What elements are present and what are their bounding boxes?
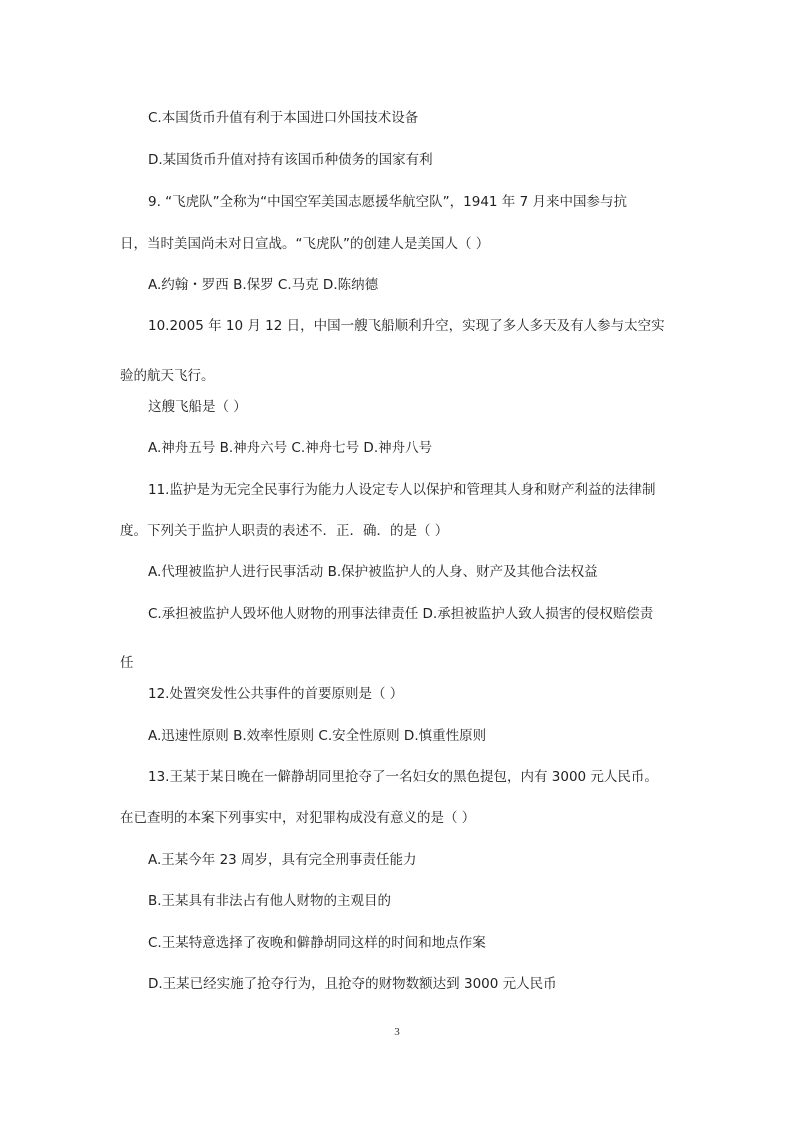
q8-option-d: D.某国货币升值对持有该国币种债务的国家有利 bbox=[148, 152, 433, 168]
q10-options: A.神舟五号 B.神舟六号 C.神舟七号 D.神舟八号 bbox=[148, 440, 433, 456]
q9-stem-line-2: 日，当时美国尚未对日宣战。“飞虎队”的创建人是美国人（ ） bbox=[120, 236, 490, 252]
q13-option-a: A.王某今年 23 周岁，具有完全刑事责任能力 bbox=[148, 852, 417, 868]
q11-stem-line-2: 度。下列关于监护人职责的表述不．正．确．的是（ ） bbox=[120, 523, 449, 539]
page-number: 3 bbox=[394, 1026, 400, 1038]
q13-option-d: D.王某已经实施了抢夺行为，且抢夺的财物数额达到 3000 元人民币 bbox=[148, 976, 557, 992]
q12-options: A.迅速性原则 B.效率性原则 C.安全性原则 D.慎重性原则 bbox=[148, 728, 487, 744]
q10-stem-line-3: 这艘飞船是（ ） bbox=[148, 399, 247, 415]
q11-stem-line-1: 11.监护是为无完全民事行为能力人设定专人以保护和管理其人身和财产利益的法律制 bbox=[148, 482, 656, 498]
q11-options-ab: A.代理被监护人进行民事活动 B.保护被监护人的人身、财产及其他合法权益 bbox=[148, 564, 598, 580]
q9-stem-line-1: 9. “飞虎队”全称为“中国空军美国志愿援华航空队”，1941 年 7 月来中国参与抗 bbox=[148, 194, 627, 210]
q10-stem-line-1: 10.2005 年 10 月 12 日，中国一艘飞船顺利升空，实现了多人多天及有人参与太空实 bbox=[148, 318, 665, 334]
q8-option-c: C.本国货币升值有利于本国进口外国技术设备 bbox=[148, 110, 419, 126]
q9-options: A.约翰・罗西 B.保罗 C.马克 D.陈纳德 bbox=[148, 277, 379, 293]
q10-stem-line-2: 验的航天飞行。 bbox=[120, 368, 215, 384]
q12-stem: 12.处置突发性公共事件的首要原则是（ ） bbox=[148, 686, 404, 702]
q13-stem-line-1: 13.王某于某日晚在一僻静胡同里抢夺了一名妇女的黑色提包，内有 3000 元人民币。 bbox=[148, 769, 658, 785]
q13-option-c: C.王某特意选择了夜晚和僻静胡同这样的时间和地点作案 bbox=[148, 935, 486, 951]
q13-option-b: B.王某具有非法占有他人财物的主观目的 bbox=[148, 893, 392, 909]
q11-options-cd: C.承担被监护人毁坏他人财物的刑事法律责任 D.承担被监护人致人损害的侵权赔偿责 bbox=[148, 606, 654, 622]
q13-stem-line-2: 在已查明的本案下列事实中，对犯罪构成没有意义的是（ ） bbox=[120, 810, 476, 826]
q11-options-cd-wrap: 任 bbox=[120, 655, 134, 671]
